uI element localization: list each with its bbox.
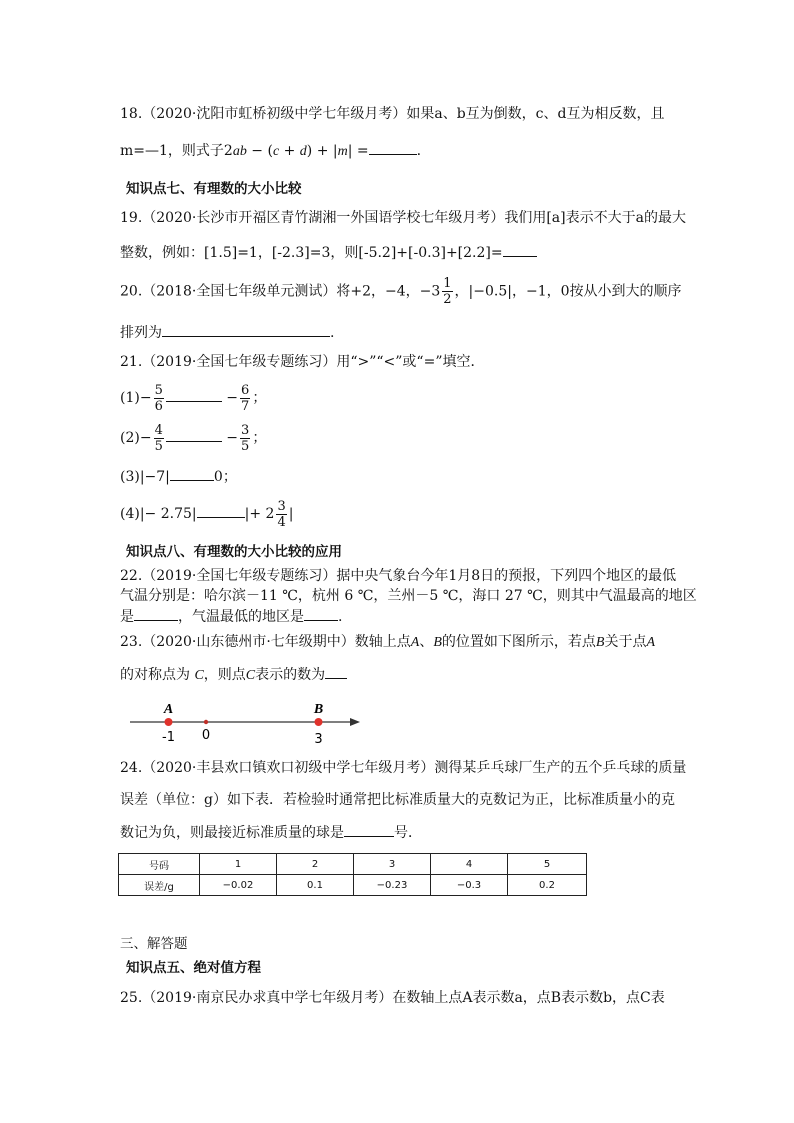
answer-blank[interactable]	[344, 822, 394, 837]
table-cell: 0.1	[277, 875, 354, 896]
q22-line3: 是 ，气温最低的地区是 .	[120, 606, 342, 627]
q23-line1: 23.（2020·山东德州市·七年级期中）数轴上点A、B的位置如下图所示，若点B关于点A	[120, 634, 656, 650]
q21-part4: (4)|− 2.75| |+ 2 $\frac{3}{4}$ |	[120, 498, 294, 530]
q18-line2: m=—1，则式子2ab − (c + d) + |m| = .	[120, 140, 421, 162]
q21-part3: (3)|−7| 0；	[120, 466, 237, 487]
point-origin	[204, 720, 208, 724]
q23-line2: 的对称点为 C，则点C表示的数为	[120, 664, 347, 686]
q24-line3: 数记为负，则最接近标准质量的球是 号．	[120, 822, 422, 843]
q21-title: 21.（2019·全国七年级专题练习）用“>”“<”或“=”填空．	[120, 354, 485, 370]
q19-line2: 整数，例如：[1.5]=1，[-2.3]=3，则[-5.2]+[-0.3]+[2.2]=	[120, 242, 537, 263]
arrow-right-icon	[350, 718, 360, 726]
q19-line1: 19.（2020·长沙市开福区青竹湖湘一外国语学校七年级月考）我们用[a]表示不大于a的最大	[120, 210, 686, 226]
q18-line1: 18.（2020·沈阳市虹桥初级中学七年级月考）如果a、b互为倒数，c、d互为相反数，且	[120, 106, 665, 122]
answer-blank[interactable]	[369, 140, 417, 155]
label-b: B	[313, 702, 324, 717]
tick-label-b: 3	[314, 732, 323, 746]
table-cell: −0.3	[431, 875, 508, 896]
section-title-3: 三、解答题	[120, 936, 188, 952]
q20-line2: 排列为 .	[120, 322, 334, 343]
table-cell: −0.23	[354, 875, 431, 896]
table-cell: 5	[508, 854, 587, 875]
table-row	[119, 854, 587, 875]
table-header-cell: 误差/g	[119, 875, 200, 896]
answer-blank[interactable]	[134, 606, 178, 621]
table-header-cell: 号码	[119, 854, 200, 875]
label-a: A	[163, 702, 174, 717]
answer-blank[interactable]	[166, 387, 222, 402]
table-cell: 2	[277, 854, 354, 875]
answer-blank[interactable]	[503, 242, 537, 257]
answer-blank[interactable]	[197, 503, 245, 518]
table-cell: 4	[431, 854, 508, 875]
answer-blank[interactable]	[325, 664, 347, 679]
answer-blank[interactable]	[166, 427, 222, 442]
q24-line2: 误差（单位：g）如下表．若检验时通常把比标准质量大的克数记为正，比标准质量小的克	[120, 792, 675, 808]
section-heading-5: 知识点五、绝对值方程	[126, 960, 261, 976]
table-cell: 0.2	[508, 875, 587, 896]
q25-line1: 25.（2019·南京民办求真中学七年级月考）在数轴上点A表示数a，点B表示数b，点C表	[120, 990, 665, 1006]
table-cell: 3	[354, 854, 431, 875]
q21-part2: (2)− $\frac{4}{5}$ − $\frac{3}{5}$ ；	[120, 422, 267, 454]
tick-label-a: -1	[162, 730, 175, 745]
q24-line1: 24.（2020·丰县欢口镇欢口初级中学七年级月考）测得某乒乓球厂生产的五个乒乓球的质量	[120, 760, 687, 776]
answer-blank[interactable]	[170, 466, 214, 481]
mass-error-table	[118, 853, 587, 896]
q22-line2: 气温分别是：哈尔滨－11 ℃，杭州 6 ℃，兰州－5 ℃，海口 27 ℃，则其中气温最高的地区	[120, 588, 697, 604]
point-b	[315, 718, 323, 726]
table-row	[119, 875, 587, 896]
point-a	[165, 718, 173, 726]
q21-part1: (1)− $\frac{5}{6}$ − $\frac{6}{7}$ ；	[120, 382, 267, 414]
answer-blank[interactable]	[304, 606, 338, 621]
table-cell: −0.02	[200, 875, 277, 896]
tick-label-origin: 0	[201, 728, 211, 743]
q22-line1: 22.（2019·全国七年级专题练习）据中央气象台今年1月8日的预报，下列四个地区的最低	[120, 568, 677, 584]
q20-line1: 20.（2018·全国七年级单元测试）将+2，−4，−3 $\frac{1}{2}$ ，|−0.5|，−1，0按从小到大的顺序	[120, 276, 682, 307]
section-heading-8: 知识点八、有理数的大小比较的应用	[126, 544, 342, 560]
number-line-figure	[128, 700, 368, 746]
section-heading-7: 知识点七、有理数的大小比较	[126, 181, 302, 197]
answer-blank[interactable]	[162, 322, 330, 337]
table-cell: 1	[200, 854, 277, 875]
